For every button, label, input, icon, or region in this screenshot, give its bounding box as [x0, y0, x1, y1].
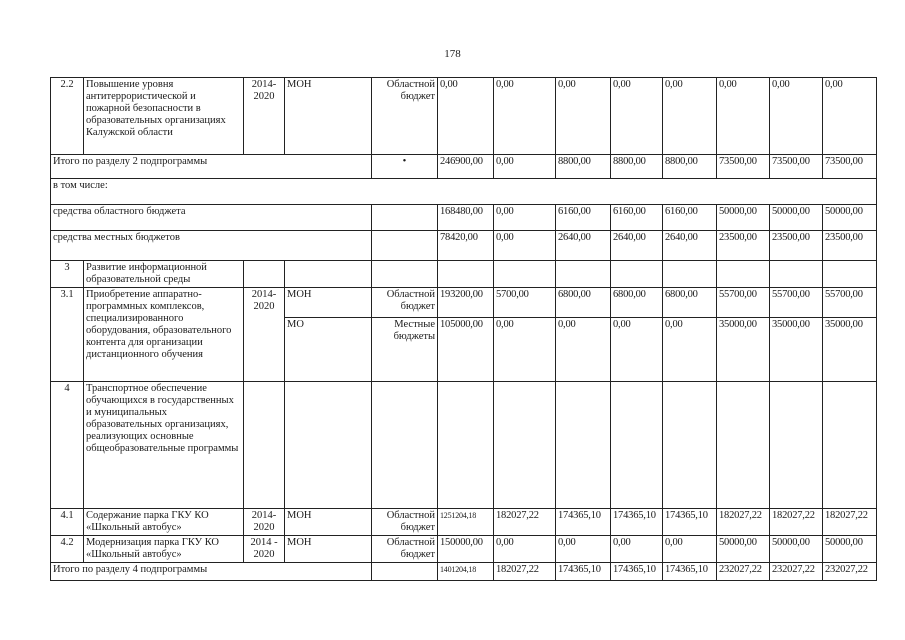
empty-cell — [438, 382, 494, 509]
page-number: 178 — [444, 48, 461, 60]
value-cell: 6800,00 — [556, 288, 611, 318]
value-cell: 0,00 — [556, 78, 611, 155]
empty-cell — [663, 382, 717, 509]
total-label: средства местных бюджетов — [51, 231, 372, 261]
row-period: 2014-2020 — [244, 288, 285, 382]
value-cell: 23500,00 — [770, 231, 823, 261]
empty-cell — [285, 382, 372, 509]
value-cell: 174365,10 — [556, 509, 611, 536]
total-mark: • — [372, 155, 438, 179]
value-cell: 246900,00 — [438, 155, 494, 179]
value-cell: 0,00 — [611, 536, 663, 563]
value-cell: 50000,00 — [823, 536, 877, 563]
total-label: Итого по разделу 4 подпрограммы — [51, 563, 372, 581]
row-name: Модернизация парка ГКУ КО «Школьный автобус» — [84, 536, 244, 563]
row-number: 4.1 — [51, 509, 84, 536]
row-name: Содержание парка ГКУ КО «Школьный автобус» — [84, 509, 244, 536]
value-cell: 35000,00 — [717, 318, 770, 382]
total-mark — [372, 231, 438, 261]
value-cell: 55700,00 — [823, 288, 877, 318]
empty-cell — [244, 261, 285, 288]
value-cell: 174365,10 — [556, 563, 611, 581]
value-cell: 0,00 — [494, 318, 556, 382]
value-cell: 73500,00 — [823, 155, 877, 179]
empty-cell — [372, 261, 438, 288]
value-cell: 0,00 — [556, 536, 611, 563]
empty-cell — [244, 382, 285, 509]
value-cell: 182027,22 — [770, 509, 823, 536]
row-executor: МО — [285, 318, 372, 382]
value-cell: 6800,00 — [663, 288, 717, 318]
value-cell: 168480,00 — [438, 205, 494, 231]
value-cell: 0,00 — [494, 78, 556, 155]
value-cell: 182027,22 — [717, 509, 770, 536]
value-cell: 50000,00 — [770, 205, 823, 231]
empty-cell — [717, 382, 770, 509]
empty-cell — [494, 382, 556, 509]
row-executor: МОН — [285, 509, 372, 536]
value-cell: 232027,22 — [770, 563, 823, 581]
value-cell: 1401204,18 — [438, 563, 494, 581]
row-source: Областной бюджет — [372, 78, 438, 155]
value-cell: 2640,00 — [663, 231, 717, 261]
empty-cell — [494, 261, 556, 288]
value-cell: 50000,00 — [770, 536, 823, 563]
empty-cell — [717, 261, 770, 288]
row-executor: МОН — [285, 288, 372, 318]
total-mark — [372, 205, 438, 231]
value-cell: 0,00 — [663, 536, 717, 563]
row-name: Приобретение аппаратно-программных комплексов, специализированного оборудования, образовательного контента для организации дистанционного обучения — [84, 288, 244, 382]
value-cell: 0,00 — [494, 231, 556, 261]
value-cell: 0,00 — [494, 205, 556, 231]
section-name: Развитие информационной образовательной среды — [84, 261, 244, 288]
empty-cell — [823, 382, 877, 509]
empty-cell — [438, 261, 494, 288]
total-mark — [372, 563, 438, 581]
empty-cell — [663, 261, 717, 288]
budget-table — [50, 77, 877, 581]
value-cell: 0,00 — [717, 78, 770, 155]
value-cell: 8800,00 — [556, 155, 611, 179]
value-cell: 50000,00 — [717, 205, 770, 231]
value-cell: 6160,00 — [611, 205, 663, 231]
row-period: 2014-2020 — [244, 78, 285, 155]
value-cell: 0,00 — [770, 78, 823, 155]
section-number: 3 — [51, 261, 84, 288]
value-cell: 150000,00 — [438, 536, 494, 563]
total-row — [51, 231, 877, 261]
value-cell: 232027,22 — [823, 563, 877, 581]
row-period: 2014-2020 — [244, 509, 285, 536]
value-cell: 73500,00 — [770, 155, 823, 179]
table-row — [51, 536, 877, 563]
row-source: Областной бюджет — [372, 536, 438, 563]
value-cell: 174365,10 — [611, 509, 663, 536]
value-cell: 55700,00 — [717, 288, 770, 318]
value-cell: 73500,00 — [717, 155, 770, 179]
section-row — [51, 382, 877, 509]
section-row — [51, 261, 877, 288]
value-cell: 50000,00 — [823, 205, 877, 231]
total-label: средства областного бюджета — [51, 205, 372, 231]
empty-cell — [770, 382, 823, 509]
table-row — [51, 509, 877, 536]
empty-cell — [611, 261, 663, 288]
row-executor: МОН — [285, 78, 372, 155]
total-row — [51, 155, 877, 179]
total-label: Итого по разделу 2 подпрограммы — [51, 155, 372, 179]
value-cell: 174365,10 — [663, 563, 717, 581]
value-cell: 6800,00 — [611, 288, 663, 318]
row-number: 3.1 — [51, 288, 84, 382]
value-cell: 0,00 — [663, 78, 717, 155]
empty-cell — [823, 261, 877, 288]
label-row — [51, 179, 877, 205]
value-cell: 6160,00 — [556, 205, 611, 231]
row-source: Областной бюджет — [372, 509, 438, 536]
value-cell: 0,00 — [556, 318, 611, 382]
value-cell: 1251204,18 — [438, 509, 494, 536]
value-cell: 23500,00 — [823, 231, 877, 261]
value-cell: 35000,00 — [770, 318, 823, 382]
row-number: 2.2 — [51, 78, 84, 155]
row-executor: МОН — [285, 536, 372, 563]
value-cell: 35000,00 — [823, 318, 877, 382]
value-cell: 5700,00 — [494, 288, 556, 318]
value-cell: 174365,10 — [663, 509, 717, 536]
value-cell: 0,00 — [663, 318, 717, 382]
total-row — [51, 205, 877, 231]
section-name: Транспортное обеспечение обучающихся в государственных и муниципальных образовательных организациях, реализующих основные общеобразовательные программы — [84, 382, 244, 509]
value-cell: 2640,00 — [611, 231, 663, 261]
value-cell: 8800,00 — [663, 155, 717, 179]
empty-cell — [611, 382, 663, 509]
row-number: 4.2 — [51, 536, 84, 563]
value-cell: 0,00 — [611, 318, 663, 382]
table-row — [51, 288, 877, 318]
empty-cell — [556, 382, 611, 509]
value-cell: 0,00 — [438, 78, 494, 155]
table-row — [51, 78, 877, 155]
value-cell: 105000,00 — [438, 318, 494, 382]
row-source: Областной бюджет — [372, 288, 438, 318]
value-cell: 0,00 — [494, 536, 556, 563]
row-period: 2014 - 2020 — [244, 536, 285, 563]
value-cell: 6160,00 — [663, 205, 717, 231]
value-cell: 0,00 — [494, 155, 556, 179]
value-cell: 50000,00 — [717, 536, 770, 563]
value-cell: 232027,22 — [717, 563, 770, 581]
empty-cell — [372, 382, 438, 509]
value-cell: 182027,22 — [494, 509, 556, 536]
label-cell: в том числе: — [51, 179, 877, 205]
value-cell: 78420,00 — [438, 231, 494, 261]
value-cell: 0,00 — [611, 78, 663, 155]
row-name: Повышение уровня антитеррористической и пожарной безопасности в образовательных организациях Калужской области — [84, 78, 244, 155]
value-cell: 2640,00 — [556, 231, 611, 261]
value-cell: 182027,22 — [823, 509, 877, 536]
value-cell: 55700,00 — [770, 288, 823, 318]
value-cell: 174365,10 — [611, 563, 663, 581]
row-source: Местные бюджеты — [372, 318, 438, 382]
empty-cell — [285, 261, 372, 288]
value-cell: 0,00 — [823, 78, 877, 155]
value-cell: 8800,00 — [611, 155, 663, 179]
value-cell: 193200,00 — [438, 288, 494, 318]
value-cell: 23500,00 — [717, 231, 770, 261]
empty-cell — [556, 261, 611, 288]
empty-cell — [770, 261, 823, 288]
section-number: 4 — [51, 382, 84, 509]
total-row — [51, 563, 877, 581]
value-cell: 182027,22 — [494, 563, 556, 581]
